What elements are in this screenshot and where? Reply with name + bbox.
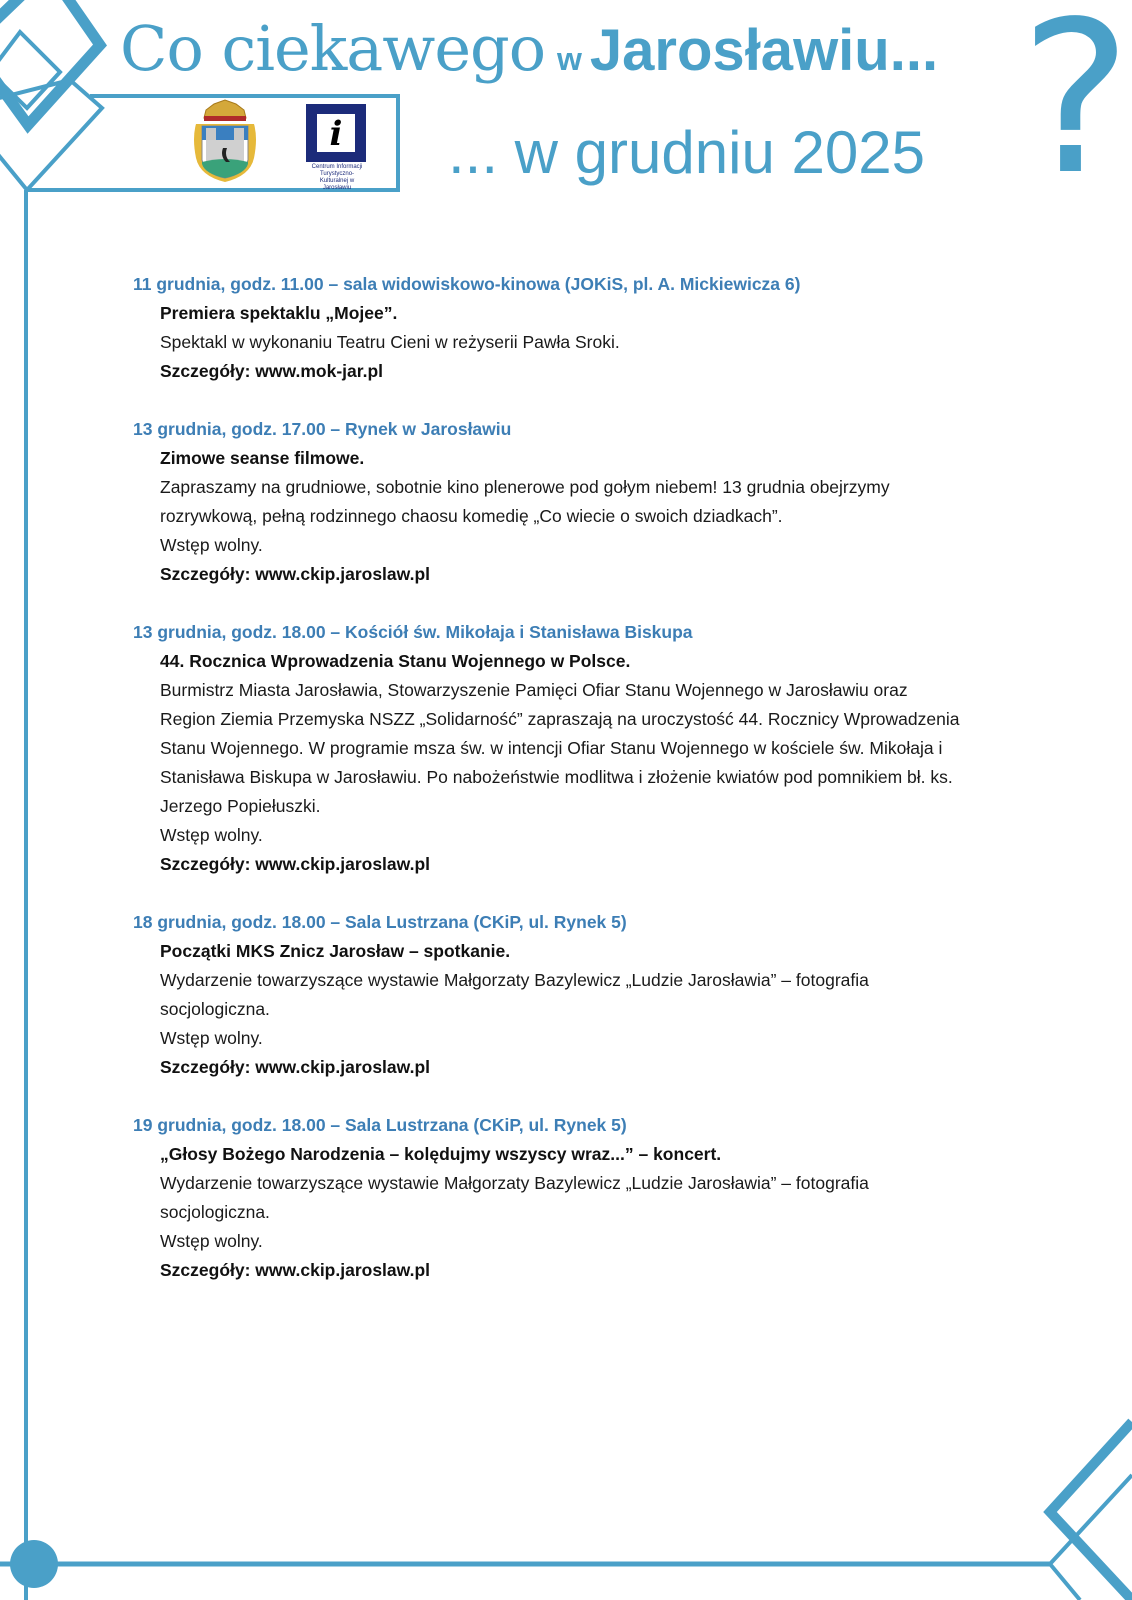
diamond-thick xyxy=(0,0,100,125)
event-entry: Wstęp wolny. xyxy=(160,1028,263,1048)
question-mark-icon: ? xyxy=(1020,0,1132,221)
event-entry: Wstęp wolny. xyxy=(160,1231,263,1251)
event-heading: 18 grudnia, godz. 18.00 – Sala Lustrzana (CKiP, ul. Rynek 5) xyxy=(133,912,627,932)
events-list xyxy=(133,270,993,1314)
event-entry: Wstęp wolny. xyxy=(160,825,263,845)
event-title: Zimowe seanse filmowe. xyxy=(160,448,365,468)
info-icon-box xyxy=(306,104,366,162)
event-item xyxy=(133,908,993,1082)
event-details-link[interactable]: Szczegóły: www.ckip.jaroslaw.pl xyxy=(160,564,431,584)
event-heading: 19 grudnia, godz. 18.00 – Sala Lustrzana (CKiP, ul. Rynek 5) xyxy=(133,1115,627,1135)
event-description: Spektakl w wykonaniu Teatru Cieni w reżyserii Pawła Sroki. xyxy=(160,332,620,352)
tourist-info-logo xyxy=(306,104,368,191)
event-item xyxy=(133,415,993,589)
title-part2: w xyxy=(557,41,582,77)
chevron-thin xyxy=(1050,1475,1132,1600)
event-details-link[interactable]: Szczegóły: www.ckip.jaroslaw.pl xyxy=(160,854,431,874)
event-description: Wydarzenie towarzyszące wystawie Małgorzaty Bazylewicz „Ludzie Jarosławia” – fotografia socjologiczna. xyxy=(160,1173,869,1222)
event-item xyxy=(133,270,993,386)
event-heading: 11 grudnia, godz. 11.00 – sala widowiskowo-kinowa (JOKiS, pl. A. Mickiewicza 6) xyxy=(133,274,801,294)
event-description: Zapraszamy na grudniowe, sobotnie kino plenerowe pod gołym niebem! 13 grudnia obejrzymy rozrywkową, pełną rodzinnego chaosu komedię „Co wiecie o swoich dziadkach”. xyxy=(160,477,890,526)
page-title xyxy=(120,12,938,85)
event-details-link[interactable]: Szczegóły: www.ckip.jaroslaw.pl xyxy=(160,1057,431,1077)
event-heading: 13 grudnia, godz. 17.00 – Rynek w Jarosławiu xyxy=(133,419,512,439)
event-description: Wydarzenie towarzyszące wystawie Małgorzaty Bazylewicz „Ludzie Jarosławia” – fotografia socjologiczna. xyxy=(160,970,869,1019)
event-title: Premiera spektaklu „Mojee”. xyxy=(160,303,398,323)
event-item xyxy=(133,618,993,879)
event-title: 44. Rocznica Wprowadzenia Stanu Wojennego w Polsce. xyxy=(160,651,631,671)
event-heading: 13 grudnia, godz. 18.00 – Kościół św. Mikołaja i Stanisława Biskupa xyxy=(133,622,693,642)
diamond-thin-large xyxy=(0,80,102,190)
event-entry: Wstęp wolny. xyxy=(160,535,263,555)
title-part1: Co ciekawego xyxy=(120,12,546,85)
chevron-thick xyxy=(1050,1422,1132,1600)
title-part3: Jarosławiu... xyxy=(589,18,939,83)
info-icon: i xyxy=(317,114,355,152)
bottom-left-dot xyxy=(10,1540,58,1588)
diamond-thin-small xyxy=(0,32,60,108)
coat-of-arms-logo xyxy=(190,98,260,184)
event-title: Początki MKS Znicz Jarosław – spotkanie. xyxy=(160,941,511,961)
event-item xyxy=(133,1111,993,1285)
info-logo-caption: Centrum Informacji Turystyczno-Kulturalnej w Jarosławiu xyxy=(311,164,363,191)
event-details-link[interactable]: Szczegóły: www.mok-jar.pl xyxy=(160,361,384,381)
event-details-link[interactable]: Szczegóły: www.ckip.jaroslaw.pl xyxy=(160,1260,431,1280)
event-title: „Głosy Bożego Narodzenia – kolędujmy wszyscy wraz...” – koncert. xyxy=(160,1144,722,1164)
page-subtitle: ... w grudniu 2025 xyxy=(448,119,925,186)
event-description: Burmistrz Miasta Jarosławia, Stowarzyszenie Pamięci Ofiar Stanu Wojennego w Jarosławiu oraz Region Ziemia Przemyska NSZZ „Solidarność” zapraszają na uroczystość 44. Rocznicy Wprowadzenia Stanu Wojennego. W programie msza św. w intencji Ofiar Stanu Wojennego w kościele św. Mikołaja i Stanisława Biskupa w Jarosławiu. Po nabożeństwie modlitwa i złożenie kwiatów pod pomnikiem bł. ks. Jerzego Popiełuszki. xyxy=(160,680,960,816)
